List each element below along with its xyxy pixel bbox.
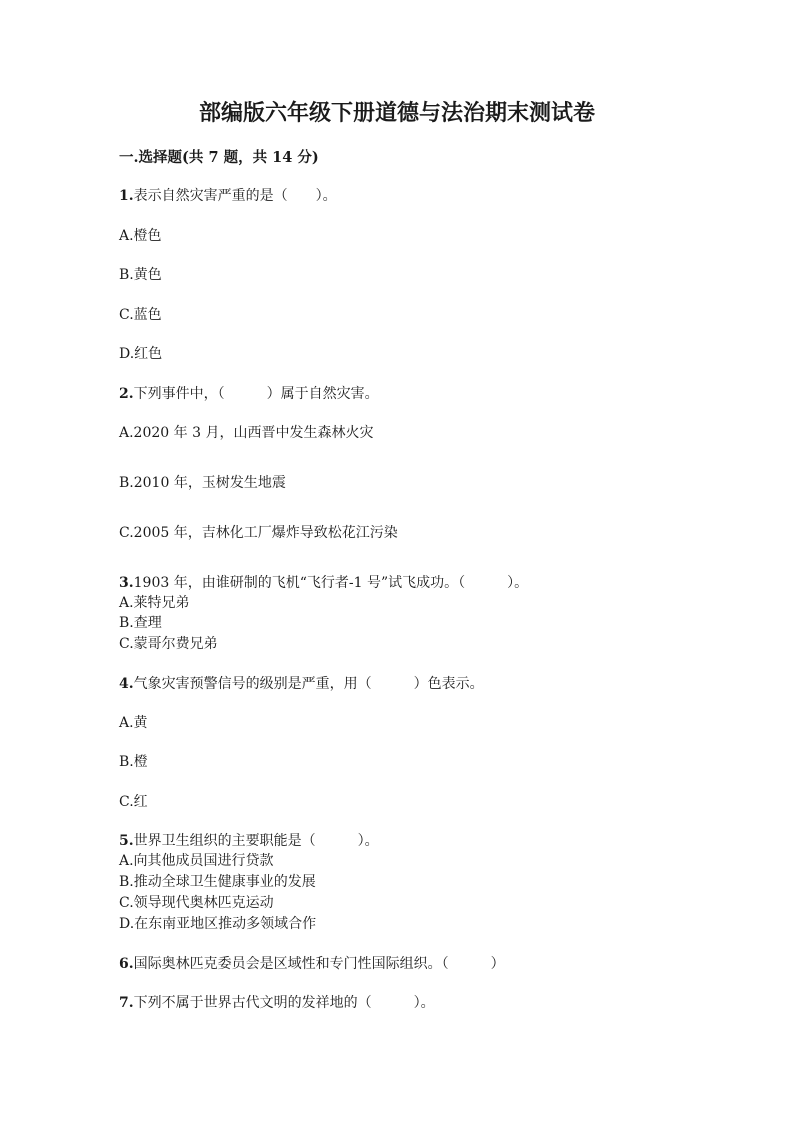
option: A.2020 年 3 月，山西晋中发生森林火灾 xyxy=(119,425,374,441)
question-number: 3. xyxy=(119,575,134,591)
question-number: 7. xyxy=(119,995,134,1011)
option: A.莱特兄弟 xyxy=(119,595,190,611)
option: C.蓝色 xyxy=(119,307,162,323)
question-text: 气象灾害预警信号的级别是严重，用（ ）色表示。 xyxy=(133,676,484,692)
question-number: 2. xyxy=(119,386,134,402)
option: B.黄色 xyxy=(119,267,162,283)
question-number: 5. xyxy=(119,833,134,849)
question-text: 世界卫生组织的主要职能是（ ）。 xyxy=(133,833,379,849)
question-6 xyxy=(119,954,505,974)
option: A.向其他成员国进行贷款 xyxy=(119,853,274,869)
option: C.2005 年，吉林化工厂爆炸导致松花江污染 xyxy=(119,525,398,541)
question-2 xyxy=(119,384,379,404)
question-4 xyxy=(119,674,484,694)
option: C.蒙哥尔费兄弟 xyxy=(119,636,218,652)
question-text: 国际奥林匹克委员会是区域性和专门性国际组织。（ ） xyxy=(133,956,505,972)
question-3 xyxy=(119,573,528,593)
option: A.橙色 xyxy=(119,228,162,244)
section-heading: 一.选择题(共 7 题，共 14 分) xyxy=(119,149,319,166)
question-number: 4. xyxy=(119,676,134,692)
question-text: 下列事件中，（ ）属于自然灾害。 xyxy=(133,386,379,402)
question-number: 1. xyxy=(119,188,134,204)
question-number: 6. xyxy=(119,956,134,972)
option: B.橙 xyxy=(119,754,148,770)
option: D.在东南亚地区推动多领域合作 xyxy=(119,916,317,932)
option: B.2010 年，玉树发生地震 xyxy=(119,475,286,491)
option: C.领导现代奥林匹克运动 xyxy=(119,895,274,911)
question-7 xyxy=(119,993,435,1013)
question-text: 1903 年，由谁研制的飞机“飞行者-1 号”试飞成功。（ ）。 xyxy=(133,575,529,591)
option: B.推动全球卫生健康事业的发展 xyxy=(119,874,316,890)
question-text: 表示自然灾害严重的是（ ）。 xyxy=(133,188,337,204)
question-text: 下列不属于世界古代文明的发祥地的（ ）。 xyxy=(133,995,435,1011)
page-title: 部编版六年级下册道德与法治期末测试卷 xyxy=(198,100,595,126)
option: C.红 xyxy=(119,794,148,810)
question-5 xyxy=(119,831,379,851)
option: D.红色 xyxy=(119,346,163,362)
option: A.黄 xyxy=(119,715,148,731)
question-1 xyxy=(119,186,337,206)
option: B.查理 xyxy=(119,615,162,631)
